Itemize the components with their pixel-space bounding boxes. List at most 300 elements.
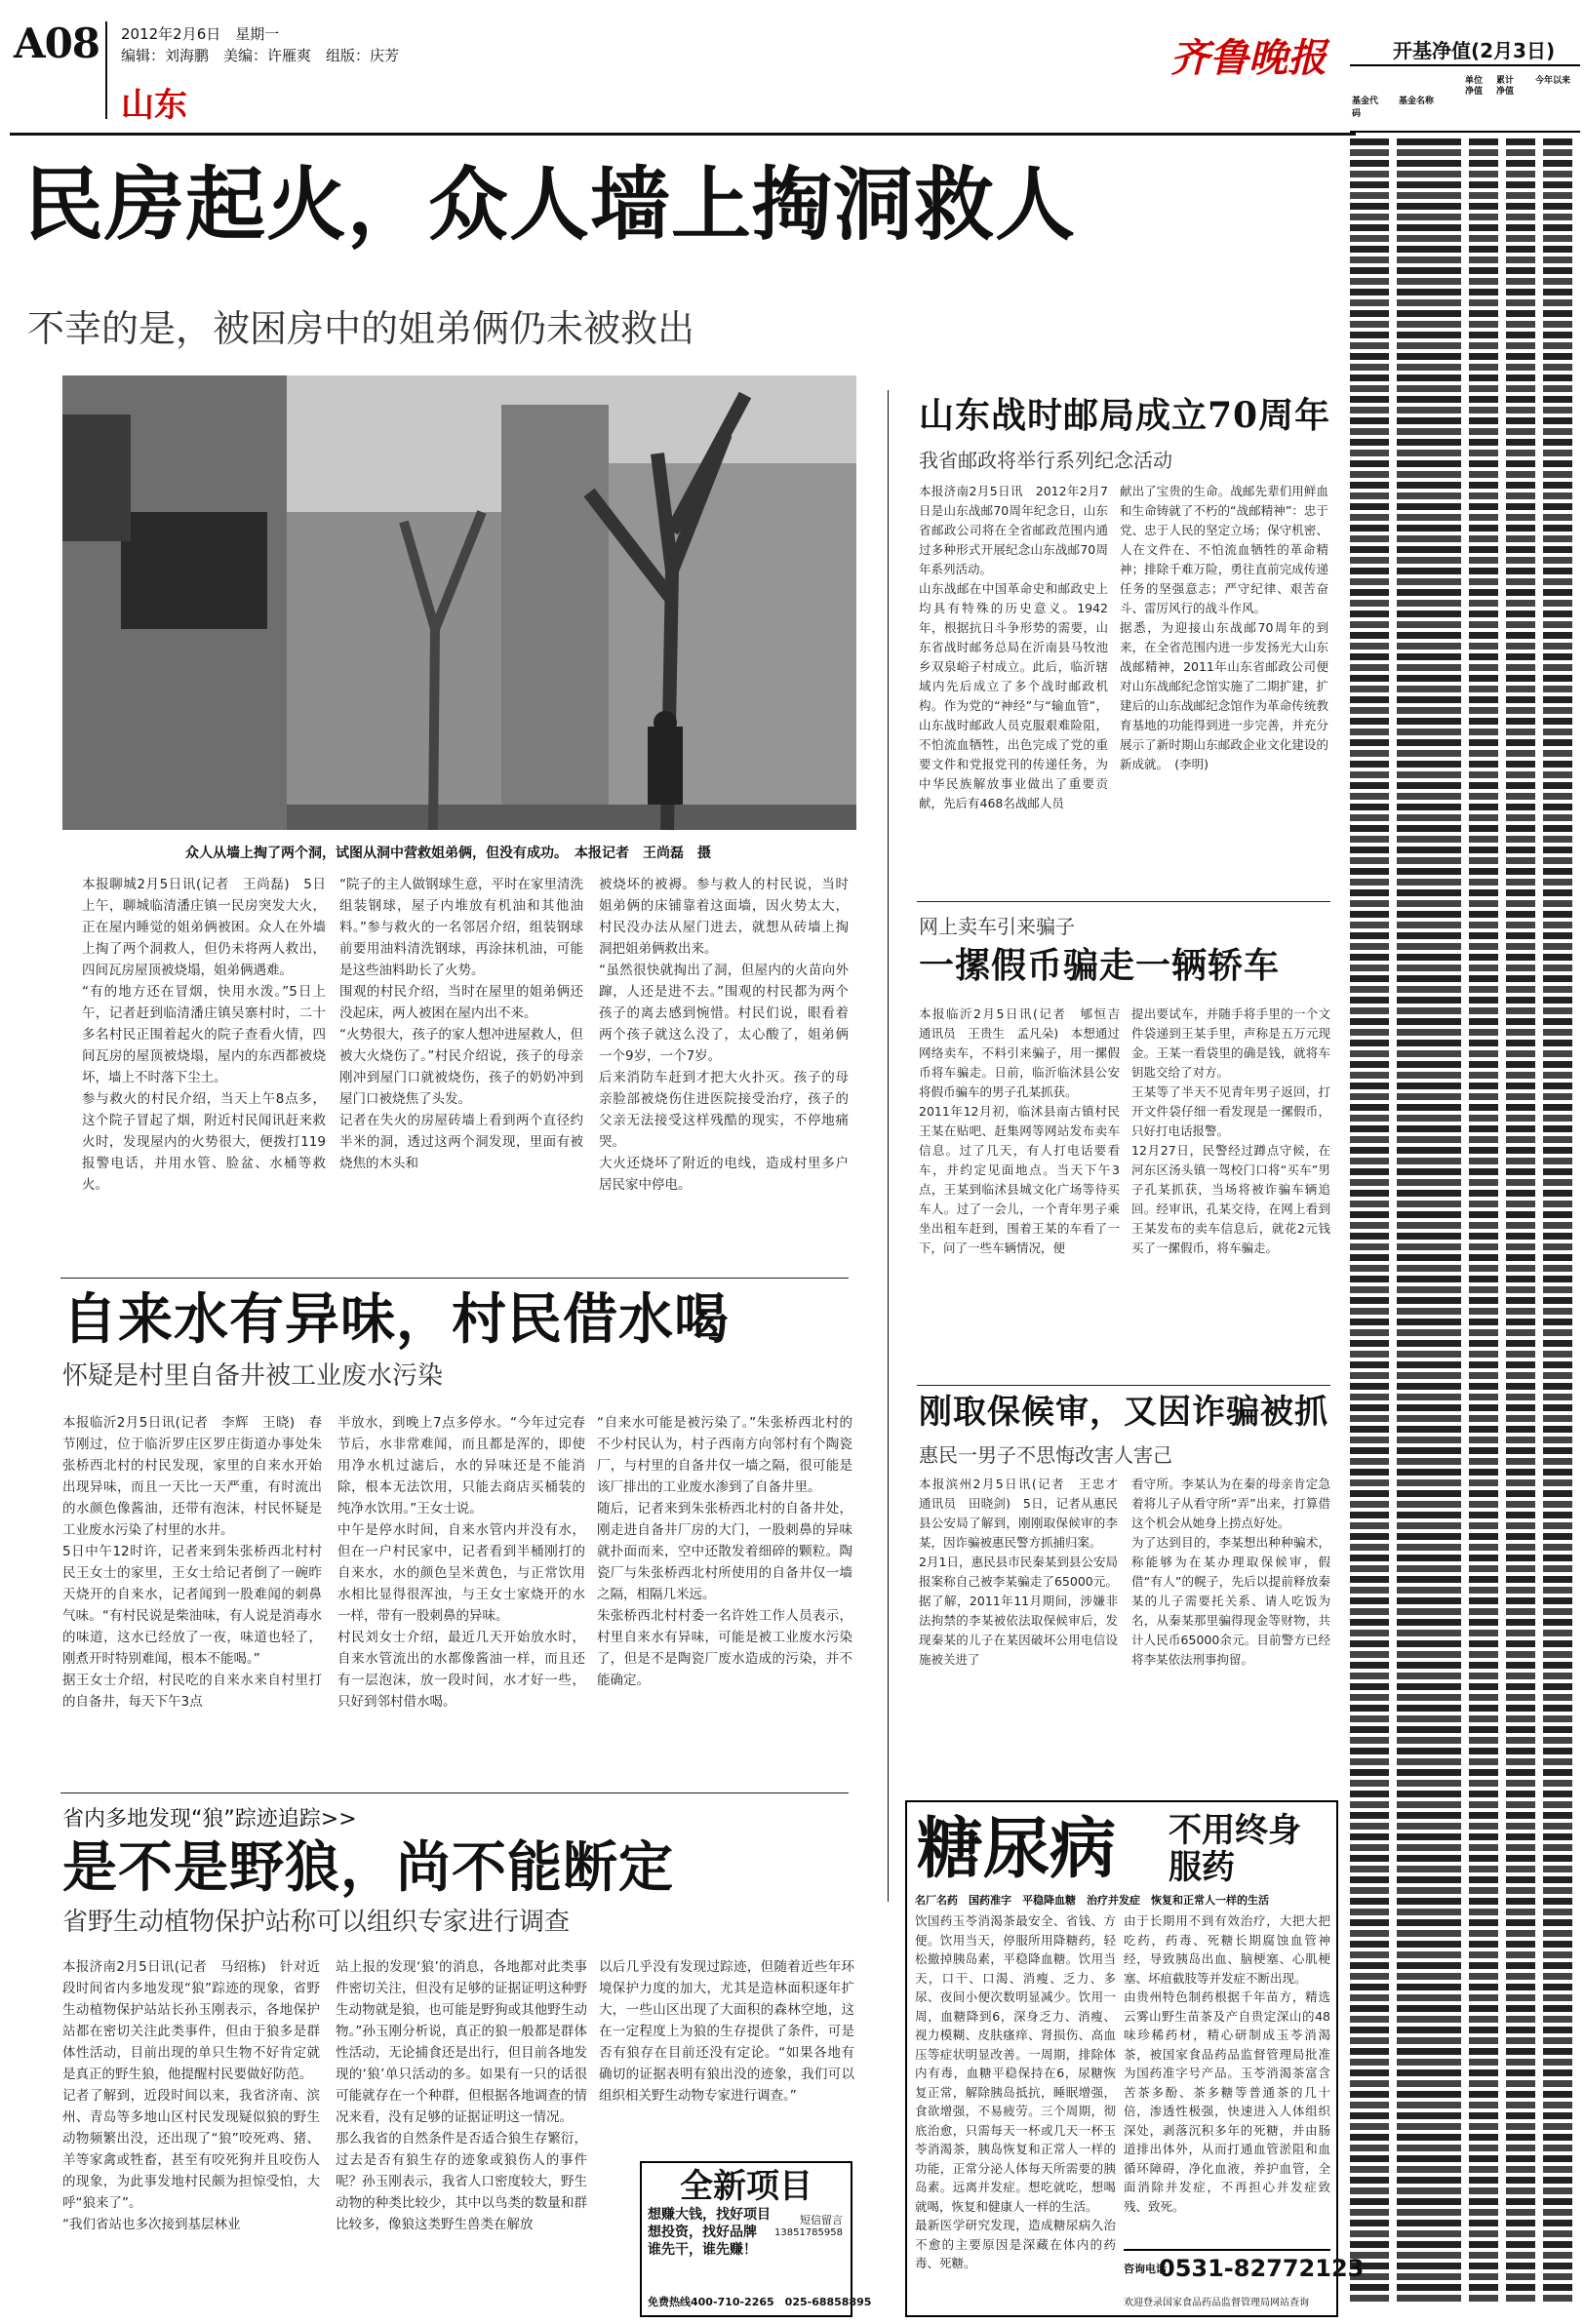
fund-table-cell <box>1469 1587 1498 1594</box>
fund-table-cell <box>1543 1233 1572 1240</box>
fund-table-cell <box>1350 1823 1389 1830</box>
fund-table-cell <box>1397 1361 1461 1368</box>
fund-table-row <box>1350 748 1580 759</box>
fund-table-row <box>1350 2293 1580 2304</box>
fund-table-row <box>1350 609 1580 619</box>
fund-table-cell <box>1469 1415 1498 1422</box>
fund-table-cell <box>1350 385 1389 392</box>
ad-project-tag: 短信留言 <box>800 2214 843 2226</box>
fund-table-cell <box>1397 1951 1461 1958</box>
fund-table-cell <box>1350 525 1389 532</box>
fund-table-cell <box>1506 804 1535 810</box>
fund-table-cell <box>1543 1458 1572 1465</box>
fund-table-row <box>1350 1735 1580 1746</box>
fund-table-cell <box>1506 2016 1535 2023</box>
fund-table-cell <box>1350 321 1389 328</box>
fund-table-cell <box>1350 1726 1389 1733</box>
fund-table-cell <box>1543 793 1572 800</box>
fund-table-cell <box>1397 267 1461 274</box>
fund-table-cell <box>1506 1319 1535 1325</box>
fund-table-cell <box>1469 804 1498 810</box>
fund-table-cell <box>1469 997 1498 1004</box>
fund-table-cell <box>1397 1984 1461 1990</box>
fund-table-cell <box>1506 1125 1535 1132</box>
fund-table-cell <box>1543 1973 1572 1980</box>
fund-table-cell <box>1469 1973 1498 1980</box>
divider-3 <box>917 901 1330 902</box>
fund-table-row <box>1350 920 1580 930</box>
fund-table-cell <box>1543 1565 1572 1572</box>
fund-table-cell <box>1506 224 1535 231</box>
fund-table-cell <box>1350 1361 1389 1368</box>
fund-table-row <box>1350 544 1580 555</box>
fund-table-cell <box>1543 492 1572 499</box>
fund-table-cell <box>1397 2123 1461 2130</box>
fund-table-cell <box>1350 1083 1389 1089</box>
fund-table-cell <box>1543 568 1572 574</box>
fund-table-cell <box>1350 278 1389 285</box>
fund-table-cell <box>1543 203 1572 210</box>
fund-table-cell <box>1469 889 1498 896</box>
fund-table-cell <box>1397 986 1461 993</box>
fund-table-cell <box>1469 364 1498 371</box>
fund-table-cell <box>1543 525 1572 532</box>
fund-table-cell <box>1543 374 1572 381</box>
fund-table-cell <box>1506 1823 1535 1830</box>
fund-table-cell <box>1469 1490 1498 1497</box>
fund-table-cell <box>1506 439 1535 446</box>
fund-table-cell <box>1469 2123 1498 2130</box>
fund-table-cell <box>1543 2016 1572 2023</box>
fund-table-cell <box>1397 2048 1461 2055</box>
fund-table-cell <box>1350 943 1389 950</box>
story5-kicker: 网上卖车引来骗子 <box>919 915 1075 938</box>
fund-table-cell <box>1543 235 1572 242</box>
fund-table-cell <box>1397 578 1461 585</box>
fund-table-cell <box>1506 1469 1535 1476</box>
fund-table-cell <box>1397 192 1461 199</box>
fund-table-cell <box>1397 342 1461 349</box>
fund-table-cell <box>1469 621 1498 628</box>
fund-table-cell <box>1543 804 1572 810</box>
fund-table-cell <box>1350 203 1389 210</box>
fund-table-cell <box>1469 1426 1498 1433</box>
fund-table-cell <box>1543 664 1572 671</box>
fund-table-cell <box>1543 943 1572 950</box>
fund-table-cell <box>1543 1715 1572 1722</box>
fund-table-cell <box>1350 439 1389 446</box>
fund-table-cell <box>1350 1587 1389 1594</box>
fund-table-cell <box>1350 310 1389 317</box>
fund-table-cell <box>1397 675 1461 682</box>
fund-table-row <box>1350 1306 1580 1317</box>
fund-table-cell <box>1397 2112 1461 2119</box>
fund-table-cell <box>1543 1876 1572 1883</box>
fund-table-row <box>1350 222 1580 233</box>
fund-table-cell <box>1397 1265 1461 1272</box>
fund-table-cell <box>1469 1758 1498 1765</box>
fund-table-cell <box>1397 1758 1461 1765</box>
fund-table-cell <box>1350 568 1389 574</box>
fund-table-cell <box>1506 1919 1535 1926</box>
fund-table-row <box>1350 2207 1580 2218</box>
fund-table-cell <box>1506 1479 1535 1486</box>
fund-table-cell <box>1506 847 1535 853</box>
fund-table-cell <box>1469 1222 1498 1229</box>
fund-table-cell <box>1350 332 1389 338</box>
fund-table-row <box>1350 533 1580 544</box>
fund-table-cell <box>1506 1276 1535 1282</box>
fund-table-cell <box>1397 2295 1461 2302</box>
fund-table-cell <box>1469 2295 1498 2302</box>
fund-table-row <box>1350 1681 1580 1692</box>
fund-table-cell <box>1543 289 1572 295</box>
fund-table-cell <box>1543 1812 1572 1819</box>
fund-table-cell <box>1350 224 1389 231</box>
fund-table-cell <box>1543 782 1572 789</box>
fund-table-cell <box>1543 1437 1572 1443</box>
fund-table-cell <box>1543 1201 1572 1207</box>
fund-table-cell <box>1350 1565 1389 1572</box>
ad-project-hotline: 免费热线400-710-2265 025-68858895 <box>648 2296 872 2308</box>
fund-table-cell <box>1543 643 1572 650</box>
fund-table-cell <box>1397 2037 1461 2044</box>
fund-table-cell <box>1397 1630 1461 1636</box>
story6-col2: 看守所。李某认为在秦的母亲肯定急着将儿子从看守所“弄”出来，打算借这个机会从她身上捞点好处。 为了达到目的，李某想出种种骗术，称能够为在某办理取保候审，假借“有人”的幌子，先后以提前释放秦某的儿子需要托关系、请人吃饭为名，从秦某那里骗得现金等财物，共计人民币65000余元。目前警方已经将李某依法刑事拘留。 <box>1131 1477 1330 1667</box>
fund-table-cell <box>1350 1576 1389 1583</box>
fund-table-cell <box>1397 557 1461 564</box>
fund-table-cell <box>1506 1651 1535 1658</box>
fund-table-cell <box>1469 1276 1498 1282</box>
fund-table-cell <box>1506 1909 1535 1915</box>
fund-table-cell <box>1350 1018 1389 1025</box>
fund-table-cell <box>1350 1737 1389 1744</box>
fund-table-cell <box>1397 1619 1461 1626</box>
fund-table-cell <box>1350 514 1389 521</box>
fund-table-cell <box>1350 1780 1389 1787</box>
divider-1 <box>60 1278 849 1279</box>
fund-table-cell <box>1469 407 1498 414</box>
fund-table-cell <box>1506 1179 1535 1186</box>
fund-table-cell <box>1506 986 1535 993</box>
fund-table-row <box>1350 694 1580 705</box>
fund-table-row <box>1350 1231 1580 1241</box>
fund-table-cell <box>1469 2134 1498 2141</box>
fund-table-cell <box>1469 1190 1498 1197</box>
fund-table-cell <box>1350 2209 1389 2216</box>
fund-table-cell <box>1506 2123 1535 2130</box>
fund-table-row <box>1350 1574 1580 1585</box>
fund-table-cell <box>1506 299 1535 306</box>
fund-table-row <box>1350 1510 1580 1520</box>
fund-table-cell <box>1469 975 1498 982</box>
fund-table-cell <box>1350 1951 1389 1958</box>
fund-table-cell <box>1350 1190 1389 1197</box>
story2-headline: 自来水有异味，村民借水喝 <box>62 1287 730 1352</box>
fund-table-cell <box>1543 1351 1572 1358</box>
fund-table-cell <box>1350 2080 1389 2087</box>
fund-table-cell <box>1350 1801 1389 1808</box>
fund-table-cell <box>1397 1941 1461 1948</box>
fund-table-row <box>1350 1338 1580 1349</box>
fund-table-cell <box>1506 1404 1535 1411</box>
fund-table-cell <box>1543 879 1572 886</box>
fund-table-cell <box>1543 1007 1572 1014</box>
fund-table-cell <box>1506 374 1535 381</box>
fund-table-row <box>1350 1628 1580 1638</box>
fund-table-cell <box>1350 771 1389 778</box>
fund-table-cell <box>1350 1812 1389 1819</box>
fund-table-cell <box>1469 557 1498 564</box>
fund-table-row <box>1350 1499 1580 1510</box>
fund-table-cell <box>1350 900 1389 907</box>
fund-table-cell <box>1469 1479 1498 1486</box>
fund-table-cell <box>1397 482 1461 489</box>
fund-table-row <box>1350 1059 1580 1070</box>
fund-table-row <box>1350 995 1580 1005</box>
fund-table-cell <box>1397 1651 1461 1658</box>
fund-table-cell <box>1506 1415 1535 1422</box>
fund-table-cell <box>1350 975 1389 982</box>
fund-table-cell <box>1543 1383 1572 1390</box>
fund-table-cell <box>1397 1125 1461 1132</box>
fund-table-cell <box>1350 1941 1389 1948</box>
masthead-divider <box>105 21 107 119</box>
fund-table-cell <box>1397 868 1461 875</box>
fund-table-cell <box>1506 1458 1535 1465</box>
fund-table-cell <box>1397 235 1461 242</box>
fund-table-row <box>1350 415 1580 426</box>
fund-table-cell <box>1350 922 1389 928</box>
story4-headline: 山东战时邮局成立70周年 <box>919 395 1331 436</box>
fund-table-row <box>1350 877 1580 887</box>
ad-project-title: 全新项目 <box>680 2167 812 2206</box>
fund-table-cell <box>1397 1544 1461 1551</box>
fund-table-cell <box>1469 2209 1498 2216</box>
fund-table-cell <box>1469 374 1498 381</box>
fund-table-row <box>1350 1038 1580 1048</box>
fund-table-cell <box>1506 653 1535 660</box>
fund-table-cell <box>1469 138 1498 145</box>
fund-table-cell <box>1350 696 1389 703</box>
fund-table-row <box>1350 255 1580 265</box>
fund-table-row <box>1350 1488 1580 1499</box>
fund-table-cell <box>1350 2198 1389 2205</box>
fund-table-cell <box>1350 289 1389 295</box>
fund-table-cell <box>1506 814 1535 821</box>
fund-table-cell <box>1469 1780 1498 1787</box>
fund-table-cell <box>1350 1501 1389 1508</box>
fund-table-cell <box>1543 2059 1572 2066</box>
story3-col3: 以后几乎没有发现过踪迹，但随着近些年环境保护力度的加大，尤其是造林面积逐年扩大，一些山区出现了大面积的森林空地，这在一定程度上为狼的生存提供了条件，可是否有狼存在目前还没有定论。“如果各地有确切的证据表明有狼出没的迹象，我们可以组织相关野生动物专家进行调查。” <box>599 1959 854 2104</box>
fund-table-cell <box>1397 2016 1461 2023</box>
fund-table-cell <box>1350 1490 1389 1497</box>
fund-table-cell <box>1350 1050 1389 1057</box>
fund-table-cell <box>1397 1233 1461 1240</box>
fund-table-cell <box>1543 1147 1572 1154</box>
fund-table-cell <box>1350 2037 1389 2044</box>
fund-table-cell <box>1469 2080 1498 2087</box>
fund-table-row <box>1350 1123 1580 1134</box>
fund-table-cell <box>1469 2016 1498 2023</box>
fund-table-cell <box>1543 1555 1572 1561</box>
fund-table-cell <box>1350 1909 1389 1915</box>
fund-table-cell <box>1397 1844 1461 1851</box>
fund-table-cell <box>1543 2145 1572 2151</box>
fund-table-cell <box>1469 503 1498 510</box>
fund-table-cell <box>1397 696 1461 703</box>
fund-table-cell <box>1543 2241 1572 2248</box>
fund-table-cell <box>1350 1973 1389 1980</box>
fund-table-row <box>1350 426 1580 437</box>
fund-table-cell <box>1506 2080 1535 2087</box>
fund-table-row <box>1350 1907 1580 1917</box>
fund-table-cell <box>1469 342 1498 349</box>
story6-headline: 刚取保候审，又因诈骗被抓 <box>919 1393 1328 1432</box>
fund-table-row <box>1350 791 1580 802</box>
story6-subhead: 惠民一男子不思悔改害人害己 <box>919 1443 1172 1467</box>
fund-table-cell <box>1506 2048 1535 2055</box>
ad-project-line2: 想投资，找好品牌 <box>648 2225 757 2240</box>
fund-table-cell <box>1543 2284 1572 2291</box>
fund-table-row <box>1350 179 1580 190</box>
fund-table-cell <box>1506 2102 1535 2108</box>
fund-table-cell <box>1397 1501 1461 1508</box>
fund-table-row <box>1350 1756 1580 1767</box>
fund-table-cell <box>1397 1072 1461 1079</box>
fund-table-cell <box>1397 1887 1461 1894</box>
fund-table-cell <box>1397 224 1461 231</box>
fund-table-cell <box>1506 1640 1535 1647</box>
fund-table-cell <box>1469 1297 1498 1304</box>
ad-project-mobile: 13851785958 <box>774 2227 843 2238</box>
fund-table-cell <box>1397 589 1461 596</box>
fund-table-cell <box>1469 2005 1498 2012</box>
fund-table-cell <box>1469 1833 1498 1840</box>
fund-table-cell <box>1397 2198 1461 2205</box>
fund-table-cell <box>1506 1265 1535 1272</box>
fund-table-cell <box>1350 857 1389 864</box>
fund-table-cell <box>1543 1919 1572 1926</box>
fund-table-cell <box>1506 171 1535 177</box>
fund-table-cell <box>1350 1791 1389 1797</box>
fund-table-cell <box>1350 986 1389 993</box>
fund-table-cell <box>1397 1833 1461 1840</box>
fund-table-cell <box>1543 246 1572 253</box>
fund-table-cell <box>1506 1168 1535 1175</box>
fund-table-cell <box>1397 1415 1461 1422</box>
story4-col2: 献出了宝贵的生命。战邮先辈们用鲜血和生命铸就了不朽的“战邮精神”：忠于党、忠于人民的坚定立场；保守机密、人在文件在、不怕流血牺牲的革命精神；排除千难万险，勇往直前完成传递任务的坚强意志；严守纪律、艰苦奋斗、雷厉风行的战斗作风。 据悉，为迎接山东战邮70周年的到来，在全省范围内进一步发扬光大山东战邮精神，2011年山东省邮政公司便对山东战邮纪念馆实施了二期扩建，扩建后的山东战邮纪念馆作为革命传统教育基地的功能得到进一步完善，并充分展示了新时期山东邮政企业文化建设的新成就。 (李明) <box>1120 484 1328 771</box>
fund-table-cell <box>1506 1243 1535 1250</box>
fund-table-cell <box>1506 1190 1535 1197</box>
fund-table-cell <box>1350 1104 1389 1111</box>
fund-table-row <box>1350 963 1580 973</box>
fund-table-row <box>1350 2239 1580 2250</box>
fund-table-cell <box>1506 1662 1535 1669</box>
fund-table-cell <box>1350 1179 1389 1186</box>
fund-table-cell <box>1543 1426 1572 1433</box>
fund-table-row <box>1350 1016 1580 1027</box>
fund-table-row <box>1350 1950 1580 1960</box>
story1-photo <box>62 375 856 830</box>
fund-table-cell <box>1350 761 1389 768</box>
fund-table-cell <box>1543 932 1572 939</box>
fund-table-row <box>1350 812 1580 823</box>
fund-table-cell <box>1397 2069 1461 2076</box>
fund-table-cell <box>1397 761 1461 768</box>
fund-table-cell <box>1469 1372 1498 1379</box>
fund-table-row <box>1350 297 1580 308</box>
fund-table-cell <box>1543 2252 1572 2259</box>
fund-table-cell <box>1469 1158 1498 1164</box>
fund-table-cell <box>1397 525 1461 532</box>
fund-table-cell <box>1506 2069 1535 2076</box>
fund-table-cell <box>1469 1930 1498 1937</box>
fund-table-cell <box>1350 471 1389 478</box>
fund-table-cell <box>1469 1329 1498 1336</box>
fund-table-cell <box>1469 1040 1498 1046</box>
fund-table-cell <box>1506 1308 1535 1315</box>
fund-table-cell <box>1506 321 1535 328</box>
fund-table-cell <box>1543 718 1572 725</box>
fund-table-cell <box>1469 1072 1498 1079</box>
fund-table-cell <box>1397 1823 1461 1830</box>
fund-table-cell <box>1543 611 1572 617</box>
fund-table-cell <box>1350 1265 1389 1272</box>
fund-table-cell <box>1397 1930 1461 1937</box>
fund-table-cell <box>1397 407 1461 414</box>
fund-table-row <box>1350 523 1580 533</box>
story3-headline: 是不是野狼，尚不能断定 <box>62 1835 674 1900</box>
fund-table-row <box>1350 2046 1580 2057</box>
fund-table-cell <box>1506 1490 1535 1497</box>
fund-table-cell <box>1469 857 1498 864</box>
fund-table-cell <box>1543 1158 1572 1164</box>
fund-table-cell <box>1543 2166 1572 2173</box>
fund-table-cell <box>1350 664 1389 671</box>
fund-table-cell <box>1397 621 1461 628</box>
fire-scene-image <box>62 375 856 830</box>
fund-table-row <box>1350 2025 1580 2035</box>
fund-table-cell <box>1350 235 1389 242</box>
fund-table-cell <box>1469 1179 1498 1186</box>
fund-table-cell <box>1397 1319 1461 1325</box>
fund-table-cell <box>1350 1319 1389 1325</box>
fund-table-cell <box>1350 374 1389 381</box>
fund-table-row <box>1350 1853 1580 1864</box>
fund-table-cell <box>1350 160 1389 167</box>
fund-table-cell <box>1469 2220 1498 2226</box>
fund-table-cell <box>1543 589 1572 596</box>
fund-table-row <box>1350 566 1580 576</box>
fund-table-cell <box>1469 1104 1498 1111</box>
fund-table-row <box>1350 1370 1580 1381</box>
fund-table-row <box>1350 930 1580 941</box>
fund-table-cell <box>1543 1072 1572 1079</box>
fund-table-cell <box>1350 1651 1389 1658</box>
fund-table-cell <box>1543 1479 1572 1486</box>
fund-table-cell <box>1506 793 1535 800</box>
fund-table-cell <box>1543 1640 1572 1647</box>
fund-table-cell <box>1397 1898 1461 1905</box>
fund-table-cell <box>1469 761 1498 768</box>
fund-table-cell <box>1469 1061 1498 1068</box>
fund-table-cell <box>1543 2273 1572 2280</box>
fund-table-cell <box>1397 1726 1461 1733</box>
fund-table-cell <box>1543 1930 1572 1937</box>
fund-table-row <box>1350 866 1580 877</box>
fund-table-cell <box>1350 2145 1389 2151</box>
